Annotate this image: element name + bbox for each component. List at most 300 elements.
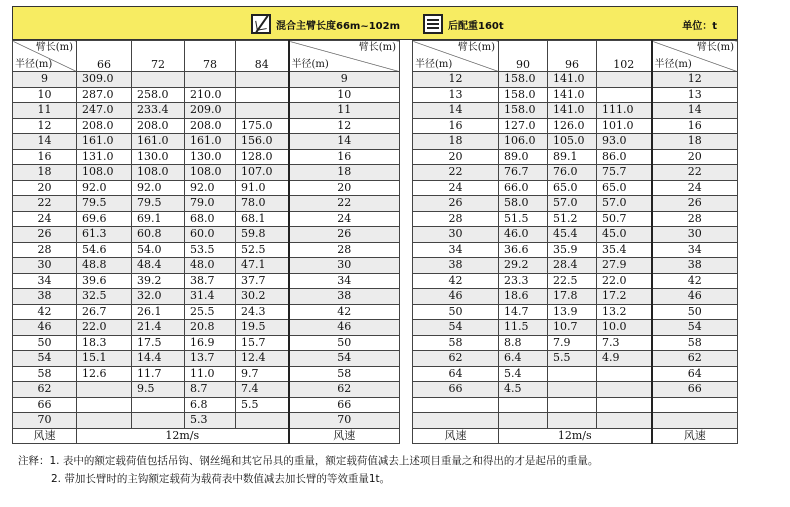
load-value-cell: 105.0 xyxy=(548,134,597,150)
radius-cell-right: 70 xyxy=(289,413,400,429)
radius-cell: 16 xyxy=(413,118,499,134)
wind-speed-value: 12m/s xyxy=(499,428,652,444)
load-value-cell xyxy=(77,397,132,413)
load-value-cell: 89.0 xyxy=(499,149,548,165)
load-value-cell: 39.2 xyxy=(132,273,185,289)
note-1: 注释：1. 表中的额定载荷值包括吊钩、钢丝绳和其它吊具的重量，额定载荷值减去上述项目重量之和得出的才是起吊的重量。 xyxy=(18,455,599,467)
load-value-cell: 79.0 xyxy=(185,196,236,212)
load-value-cell: 18.3 xyxy=(77,335,132,351)
radius-cell: 12 xyxy=(413,72,499,88)
load-value-cell: 38.7 xyxy=(185,273,236,289)
table-row xyxy=(413,227,738,243)
load-value-cell xyxy=(236,103,289,119)
load-value-cell: 50.7 xyxy=(597,211,652,227)
load-value-cell: 131.0 xyxy=(77,149,132,165)
load-value-cell: 93.0 xyxy=(597,134,652,150)
load-value-cell: 92.0 xyxy=(132,180,185,196)
load-value-cell xyxy=(597,382,652,398)
radius-cell: 24 xyxy=(413,180,499,196)
load-value-cell: 141.0 xyxy=(548,103,597,119)
load-value-cell: 8.7 xyxy=(185,382,236,398)
load-value-cell: 12.4 xyxy=(236,351,289,367)
load-value-cell: 45.4 xyxy=(548,227,597,243)
load-value-cell: 14.7 xyxy=(499,304,548,320)
radius-cell: 18 xyxy=(413,134,499,150)
wind-speed-label: 风速 xyxy=(13,428,77,444)
load-value-cell: 69.6 xyxy=(77,211,132,227)
load-value-cell: 57.0 xyxy=(597,196,652,212)
table-row xyxy=(13,382,400,398)
table-row xyxy=(13,87,400,103)
radius-cell-right: 62 xyxy=(289,382,400,398)
radius-cell: 22 xyxy=(413,165,499,181)
radius-cell: 30 xyxy=(413,227,499,243)
load-value-cell xyxy=(597,366,652,382)
load-value-cell: 76.0 xyxy=(548,165,597,181)
load-value-cell xyxy=(132,397,185,413)
wind-speed-row xyxy=(413,428,738,444)
radius-cell-right: 10 xyxy=(289,87,400,103)
load-value-cell: 91.0 xyxy=(236,180,289,196)
radius-cell-right: 24 xyxy=(289,211,400,227)
load-value-cell: 7.3 xyxy=(597,335,652,351)
radius-cell-right: 66 xyxy=(289,397,400,413)
load-value-cell: 107.0 xyxy=(236,165,289,181)
table-row xyxy=(413,103,738,119)
load-value-cell: 5.5 xyxy=(236,397,289,413)
boom-icon xyxy=(251,14,271,34)
radius-cell-right: 11 xyxy=(289,103,400,119)
load-value-cell: 108.0 xyxy=(185,165,236,181)
boom-length-label: 混合主臂长度66m~102m xyxy=(276,20,401,32)
boom-length-header: 72 xyxy=(132,41,185,72)
load-value-cell xyxy=(548,413,597,429)
load-value-cell: 61.3 xyxy=(77,227,132,243)
radius-cell: 70 xyxy=(13,413,77,429)
table-row xyxy=(413,118,738,134)
load-value-cell: 39.6 xyxy=(77,273,132,289)
boom-length-group xyxy=(251,14,400,34)
radius-cell: 26 xyxy=(13,227,77,243)
radius-cell-right: 42 xyxy=(652,273,738,289)
table-row xyxy=(13,258,400,274)
header-row xyxy=(413,41,738,72)
table-row xyxy=(413,242,738,258)
load-value-cell: 22.0 xyxy=(77,320,132,336)
load-value-cell: 130.0 xyxy=(132,149,185,165)
load-value-cell xyxy=(132,72,185,88)
radius-cell-right: 28 xyxy=(289,242,400,258)
radius-cell-right: 12 xyxy=(652,72,738,88)
boom-length-header: 84 xyxy=(236,41,289,72)
load-value-cell: 5.5 xyxy=(548,351,597,367)
table-row xyxy=(413,351,738,367)
load-value-cell: 13.9 xyxy=(548,304,597,320)
load-value-cell xyxy=(499,397,548,413)
load-value-cell: 4.5 xyxy=(499,382,548,398)
radius-axis-label: 半径(m) xyxy=(291,59,329,70)
load-value-cell: 58.0 xyxy=(499,196,548,212)
load-value-cell: 10.7 xyxy=(548,320,597,336)
corner-header-cell xyxy=(652,41,738,72)
radius-cell-right: 26 xyxy=(289,227,400,243)
radius-cell: 28 xyxy=(413,211,499,227)
load-value-cell: 48.8 xyxy=(77,258,132,274)
radius-cell-right: 50 xyxy=(652,304,738,320)
load-value-cell: 51.2 xyxy=(548,211,597,227)
load-value-cell: 13.7 xyxy=(185,351,236,367)
table-row xyxy=(413,335,738,351)
load-value-cell xyxy=(236,87,289,103)
load-value-cell: 19.5 xyxy=(236,320,289,336)
table-row xyxy=(13,351,400,367)
boom-length-axis-label: 臂长(m) xyxy=(457,42,495,53)
radius-cell-right: 34 xyxy=(289,273,400,289)
table-row xyxy=(13,180,400,196)
table-row xyxy=(413,273,738,289)
table-row xyxy=(413,149,738,165)
radius-cell-right: 58 xyxy=(652,335,738,351)
load-value-cell: 92.0 xyxy=(185,180,236,196)
wind-speed-row xyxy=(13,428,400,444)
table-row xyxy=(13,397,400,413)
radius-cell: 20 xyxy=(413,149,499,165)
boom-length-header: 102 xyxy=(597,41,652,72)
load-value-cell: 210.0 xyxy=(185,87,236,103)
load-value-cell: 16.9 xyxy=(185,335,236,351)
table-row xyxy=(13,134,400,150)
load-value-cell: 13.2 xyxy=(597,304,652,320)
radius-cell-right: 30 xyxy=(652,227,738,243)
radius-cell: 34 xyxy=(413,242,499,258)
load-value-cell: 15.1 xyxy=(77,351,132,367)
radius-cell-right xyxy=(652,397,738,413)
radius-cell-right: 66 xyxy=(652,382,738,398)
notes xyxy=(18,452,598,488)
table-row xyxy=(13,273,400,289)
radius-cell-right: 20 xyxy=(652,149,738,165)
wind-speed-label-right: 风速 xyxy=(289,428,400,444)
load-value-cell: 161.0 xyxy=(185,134,236,150)
load-value-cell: 158.0 xyxy=(499,87,548,103)
radius-cell-right: 38 xyxy=(289,289,400,305)
load-value-cell: 111.0 xyxy=(597,103,652,119)
radius-cell: 30 xyxy=(13,258,77,274)
radius-cell: 18 xyxy=(13,165,77,181)
radius-cell: 10 xyxy=(13,87,77,103)
radius-axis-label: 半径(m) xyxy=(15,59,53,70)
load-value-cell: 22.0 xyxy=(597,273,652,289)
load-value-cell: 208.0 xyxy=(132,118,185,134)
load-value-cell: 156.0 xyxy=(236,134,289,150)
radius-cell-right: 46 xyxy=(652,289,738,305)
radius-cell: 26 xyxy=(413,196,499,212)
load-value-cell: 258.0 xyxy=(132,87,185,103)
load-value-cell: 30.2 xyxy=(236,289,289,305)
load-value-cell: 32.5 xyxy=(77,289,132,305)
table-row xyxy=(413,196,738,212)
boom-length-header: 90 xyxy=(499,41,548,72)
load-value-cell: 48.0 xyxy=(185,258,236,274)
load-value-cell: 5.3 xyxy=(185,413,236,429)
load-value-cell: 47.1 xyxy=(236,258,289,274)
load-value-cell xyxy=(548,382,597,398)
radius-cell: 62 xyxy=(13,382,77,398)
load-value-cell: 27.9 xyxy=(597,258,652,274)
radius-cell: 54 xyxy=(413,320,499,336)
load-value-cell: 26.1 xyxy=(132,304,185,320)
table-row xyxy=(13,118,400,134)
load-value-cell: 24.3 xyxy=(236,304,289,320)
load-value-cell xyxy=(499,413,548,429)
radius-cell-right xyxy=(652,413,738,429)
table-row xyxy=(413,180,738,196)
corner-header-cell xyxy=(289,41,400,72)
load-value-cell xyxy=(185,72,236,88)
radius-cell: 66 xyxy=(13,397,77,413)
counterweight-label: 后配重160t xyxy=(448,20,504,32)
load-value-cell: 36.6 xyxy=(499,242,548,258)
load-value-cell: 127.0 xyxy=(499,118,548,134)
wind-speed-label: 风速 xyxy=(413,428,499,444)
load-value-cell xyxy=(236,413,289,429)
load-value-cell: 20.8 xyxy=(185,320,236,336)
load-value-cell: 161.0 xyxy=(132,134,185,150)
load-value-cell: 48.4 xyxy=(132,258,185,274)
load-value-cell: 17.8 xyxy=(548,289,597,305)
load-value-cell: 54.6 xyxy=(77,242,132,258)
radius-cell-right: 30 xyxy=(289,258,400,274)
load-value-cell: 57.0 xyxy=(548,196,597,212)
table-row xyxy=(13,196,400,212)
load-value-cell: 12.6 xyxy=(77,366,132,382)
load-value-cell: 309.0 xyxy=(77,72,132,88)
radius-cell-right: 14 xyxy=(289,134,400,150)
load-value-cell: 7.9 xyxy=(548,335,597,351)
radius-cell: 66 xyxy=(413,382,499,398)
load-value-cell: 9.5 xyxy=(132,382,185,398)
boom-length-header: 66 xyxy=(77,41,132,72)
table-row xyxy=(413,397,738,413)
radius-cell: 28 xyxy=(13,242,77,258)
load-value-cell: 26.7 xyxy=(77,304,132,320)
table-row xyxy=(13,320,400,336)
wind-speed-label-right: 风速 xyxy=(652,428,738,444)
load-value-cell: 6.8 xyxy=(185,397,236,413)
radius-cell xyxy=(413,413,499,429)
boom-length-header: 96 xyxy=(548,41,597,72)
load-value-cell: 78.0 xyxy=(236,196,289,212)
load-value-cell: 45.0 xyxy=(597,227,652,243)
radius-cell: 20 xyxy=(13,180,77,196)
load-value-cell: 86.0 xyxy=(597,149,652,165)
table-row xyxy=(13,211,400,227)
radius-cell-right: 54 xyxy=(652,320,738,336)
radius-cell-right: 22 xyxy=(289,196,400,212)
load-value-cell: 52.5 xyxy=(236,242,289,258)
table-row xyxy=(413,211,738,227)
unit-label: 单位：t xyxy=(682,21,717,32)
radius-cell-right: 42 xyxy=(289,304,400,320)
load-value-cell: 76.7 xyxy=(499,165,548,181)
radius-cell: 12 xyxy=(13,118,77,134)
load-value-cell: 65.0 xyxy=(548,180,597,196)
radius-axis-label: 半径(m) xyxy=(654,59,692,70)
load-value-cell xyxy=(597,397,652,413)
table-row xyxy=(13,366,400,382)
note-2: 2. 带加长臂时的主钩额定载荷为载荷表中数值减去加长臂的等效重量1t。 xyxy=(51,473,391,485)
load-value-cell: 79.5 xyxy=(77,196,132,212)
radius-cell: 14 xyxy=(413,103,499,119)
load-value-cell: 25.5 xyxy=(185,304,236,320)
load-value-cell: 51.5 xyxy=(499,211,548,227)
load-value-cell xyxy=(548,397,597,413)
radius-cell: 14 xyxy=(13,134,77,150)
load-value-cell: 18.6 xyxy=(499,289,548,305)
table-row xyxy=(413,165,738,181)
radius-cell-right: 13 xyxy=(652,87,738,103)
radius-cell: 54 xyxy=(13,351,77,367)
radius-cell: 50 xyxy=(413,304,499,320)
table-row xyxy=(413,72,738,88)
radius-cell-right: 46 xyxy=(289,320,400,336)
table-row xyxy=(13,304,400,320)
load-value-cell: 11.0 xyxy=(185,366,236,382)
load-value-cell: 158.0 xyxy=(499,72,548,88)
load-value-cell: 11.5 xyxy=(499,320,548,336)
table-row xyxy=(13,227,400,243)
load-value-cell: 247.0 xyxy=(77,103,132,119)
load-value-cell xyxy=(236,72,289,88)
radius-cell: 46 xyxy=(413,289,499,305)
load-value-cell: 208.0 xyxy=(77,118,132,134)
load-value-cell: 287.0 xyxy=(77,87,132,103)
table-row xyxy=(413,366,738,382)
load-value-cell: 130.0 xyxy=(185,149,236,165)
load-value-cell: 66.0 xyxy=(499,180,548,196)
table-row xyxy=(13,165,400,181)
load-value-cell: 53.5 xyxy=(185,242,236,258)
radius-cell: 64 xyxy=(413,366,499,382)
radius-cell: 34 xyxy=(13,273,77,289)
load-value-cell: 10.0 xyxy=(597,320,652,336)
load-value-cell: 32.0 xyxy=(132,289,185,305)
load-value-cell: 161.0 xyxy=(77,134,132,150)
radius-cell-right: 62 xyxy=(652,351,738,367)
load-value-cell: 108.0 xyxy=(77,165,132,181)
load-value-cell xyxy=(597,413,652,429)
radius-cell: 42 xyxy=(13,304,77,320)
load-value-cell: 8.8 xyxy=(499,335,548,351)
table-row xyxy=(413,304,738,320)
radius-cell-right: 24 xyxy=(652,180,738,196)
radius-cell-right: 16 xyxy=(289,149,400,165)
load-value-cell: 22.5 xyxy=(548,273,597,289)
radius-cell xyxy=(413,397,499,413)
chart-header xyxy=(12,6,738,40)
load-value-cell: 101.0 xyxy=(597,118,652,134)
counterweight-icon xyxy=(423,14,443,34)
load-value-cell: 46.0 xyxy=(499,227,548,243)
radius-cell: 38 xyxy=(13,289,77,305)
load-value-cell: 17.5 xyxy=(132,335,185,351)
corner-header-cell xyxy=(413,41,499,72)
radius-cell: 58 xyxy=(13,366,77,382)
load-value-cell: 89.1 xyxy=(548,149,597,165)
boom-length-header: 78 xyxy=(185,41,236,72)
radius-cell-right: 26 xyxy=(652,196,738,212)
load-value-cell: 68.0 xyxy=(185,211,236,227)
boom-length-axis-label: 臂长(m) xyxy=(696,42,734,53)
load-value-cell: 35.9 xyxy=(548,242,597,258)
radius-cell-right: 64 xyxy=(652,366,738,382)
radius-cell: 16 xyxy=(13,149,77,165)
load-value-cell: 75.7 xyxy=(597,165,652,181)
load-value-cell: 29.2 xyxy=(499,258,548,274)
table-row xyxy=(13,72,400,88)
load-value-cell: 208.0 xyxy=(185,118,236,134)
table-row xyxy=(13,335,400,351)
load-value-cell xyxy=(77,413,132,429)
load-value-cell: 175.0 xyxy=(236,118,289,134)
radius-cell: 58 xyxy=(413,335,499,351)
load-value-cell: 141.0 xyxy=(548,87,597,103)
radius-cell-right: 16 xyxy=(652,118,738,134)
load-value-cell xyxy=(77,382,132,398)
load-value-cell: 60.0 xyxy=(185,227,236,243)
radius-cell: 11 xyxy=(13,103,77,119)
load-value-cell: 68.1 xyxy=(236,211,289,227)
radius-cell: 22 xyxy=(13,196,77,212)
radius-cell-right: 20 xyxy=(289,180,400,196)
load-value-cell: 5.4 xyxy=(499,366,548,382)
table-row xyxy=(413,413,738,429)
load-value-cell: 28.4 xyxy=(548,258,597,274)
radius-cell: 50 xyxy=(13,335,77,351)
header-row xyxy=(13,41,400,72)
boom-length-axis-label: 臂长(m) xyxy=(35,42,73,53)
radius-cell-right: 14 xyxy=(652,103,738,119)
left-load-table xyxy=(12,40,400,444)
radius-cell: 62 xyxy=(413,351,499,367)
radius-cell: 13 xyxy=(413,87,499,103)
corner-header-cell xyxy=(13,41,77,72)
table-row xyxy=(413,382,738,398)
table-row xyxy=(413,320,738,336)
table-row xyxy=(413,258,738,274)
load-value-cell xyxy=(597,87,652,103)
radius-cell-right: 34 xyxy=(652,242,738,258)
table-row xyxy=(13,242,400,258)
load-value-cell: 23.3 xyxy=(499,273,548,289)
radius-cell-right: 18 xyxy=(652,134,738,150)
radius-cell-right: 50 xyxy=(289,335,400,351)
load-value-cell: 92.0 xyxy=(77,180,132,196)
radius-cell-right: 54 xyxy=(289,351,400,367)
load-value-cell xyxy=(548,366,597,382)
load-value-cell: 60.8 xyxy=(132,227,185,243)
radius-cell: 24 xyxy=(13,211,77,227)
table-row xyxy=(413,87,738,103)
radius-axis-label: 半径(m) xyxy=(415,59,453,70)
radius-cell-right: 38 xyxy=(652,258,738,274)
load-value-cell: 37.7 xyxy=(236,273,289,289)
load-value-cell: 54.0 xyxy=(132,242,185,258)
load-value-cell: 9.7 xyxy=(236,366,289,382)
wind-speed-value: 12m/s xyxy=(77,428,289,444)
load-value-cell: 17.2 xyxy=(597,289,652,305)
boom-length-axis-label: 臂长(m) xyxy=(358,42,396,53)
